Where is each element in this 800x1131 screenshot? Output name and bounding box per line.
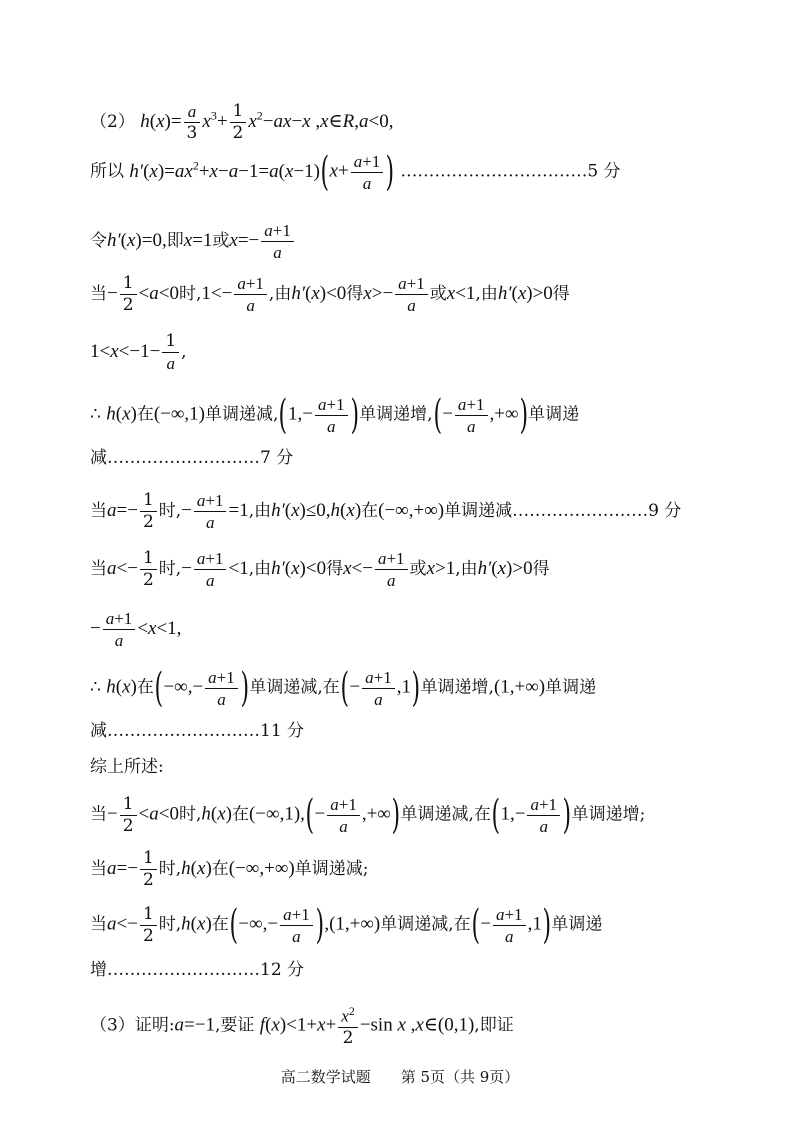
line-case3-monotonic: ∴ h(x)在(−∞,− $\frac{a+1}{a}$ )单调递减,在(− $\frac{a+1}{a}$ ,1)单调递增,(1,+∞)单调递 (90, 665, 597, 711)
text-l2a: 所以 (90, 161, 124, 182)
line-case3-interval: − $\frac{a+1}{a}$ <x<1, (90, 609, 182, 650)
line-case1-monotonic: ∴ h(x)在(−∞,1)单调递减,(1,− $\frac{a+1}{a}$ )单调递增,(− $\frac{a+1}{a}$ ,+∞)单调递 (90, 392, 580, 438)
frac-1-2: $\frac{1}{2}$ (230, 103, 247, 142)
math-h-def: h(x)= (140, 111, 182, 132)
line-score-11: 减………………………11 分 (90, 721, 305, 741)
line-score-7: 减………………………7 分 (90, 448, 294, 468)
line-score-12: 增………………………12 分 (90, 960, 305, 980)
line-summary-1: 当− $\frac{1}{2}$ <a<0时,h(x)在(−∞,1),(− $\frac{a+1}{a}$ ,+∞)单调递减,在(1,− $\frac{a+1}{a}$ )单调递增; (90, 792, 646, 838)
line-derivative: 所以 $h'(x)=ax^2+x-a-1=a(x-1)(x+$ $\frac{a+1}{a}$ ) ……………………………5 分 (90, 149, 621, 195)
text-l1: （2） (90, 112, 135, 132)
line-case1: 当− $\frac{1}{2}$ <a<0时,1<− $\frac{a+1}{a}$ ,由h′(x)<0得x>− $\frac{a+1}{a}$ 或x<1,由h′(x)>0得 (90, 273, 570, 315)
line-summary-3: 当a<− $\frac{1}{2}$ 时,h(x)在(−∞,− $\frac{a+1}{a}$ ),(1,+∞)单调递减,在(− $\frac{a+1}{a}$ ,1)单调递 (90, 902, 603, 948)
line-case3: 当a<− $\frac{1}{2}$ 时,− $\frac{a+1}{a}$ <1,由h′(x)<0得x<− $\frac{a+1}{a}$ 或x>1,由h′(x)>0得 (90, 548, 550, 590)
line-part-3: （3）证明:a=−1,要证 f(x)<1+x+ $\frac{x^2}{2}$ −sin x ,x∈(0,1),即证 (90, 1004, 514, 1048)
line-zeros: 令h′(x)=0,即x=1或x=− $\frac{a+1}{a}$ (90, 222, 296, 261)
line-summary-2: 当a=− $\frac{1}{2}$ 时,h(x)在(−∞,+∞)单调递减; (90, 848, 369, 890)
frac-a-3: $\frac{a}{3}$ (184, 103, 201, 142)
score-5: ……………………………5 分 (400, 161, 621, 182)
page-footer: 高二数学试题 第 5页（共 9页） (280, 1068, 520, 1086)
line-case1-interval: 1<x<−1− $\frac{1}{a}$ , (90, 331, 187, 373)
line-summary-heading: 综上所述: (90, 757, 164, 777)
line-case2: 当a=− $\frac{1}{2}$ 时,− $\frac{a+1}{a}$ =1,由h′(x)≤0,h(x)在(−∞,+∞)单调递减……………………9 分 (90, 490, 682, 532)
line-part-2-definition: （2） h(x)= $\frac{a}{3}$ $x^3+$ $\frac{1}{2}$ $x^2-ax-x$ ,x∈R,a<0, (90, 101, 394, 143)
